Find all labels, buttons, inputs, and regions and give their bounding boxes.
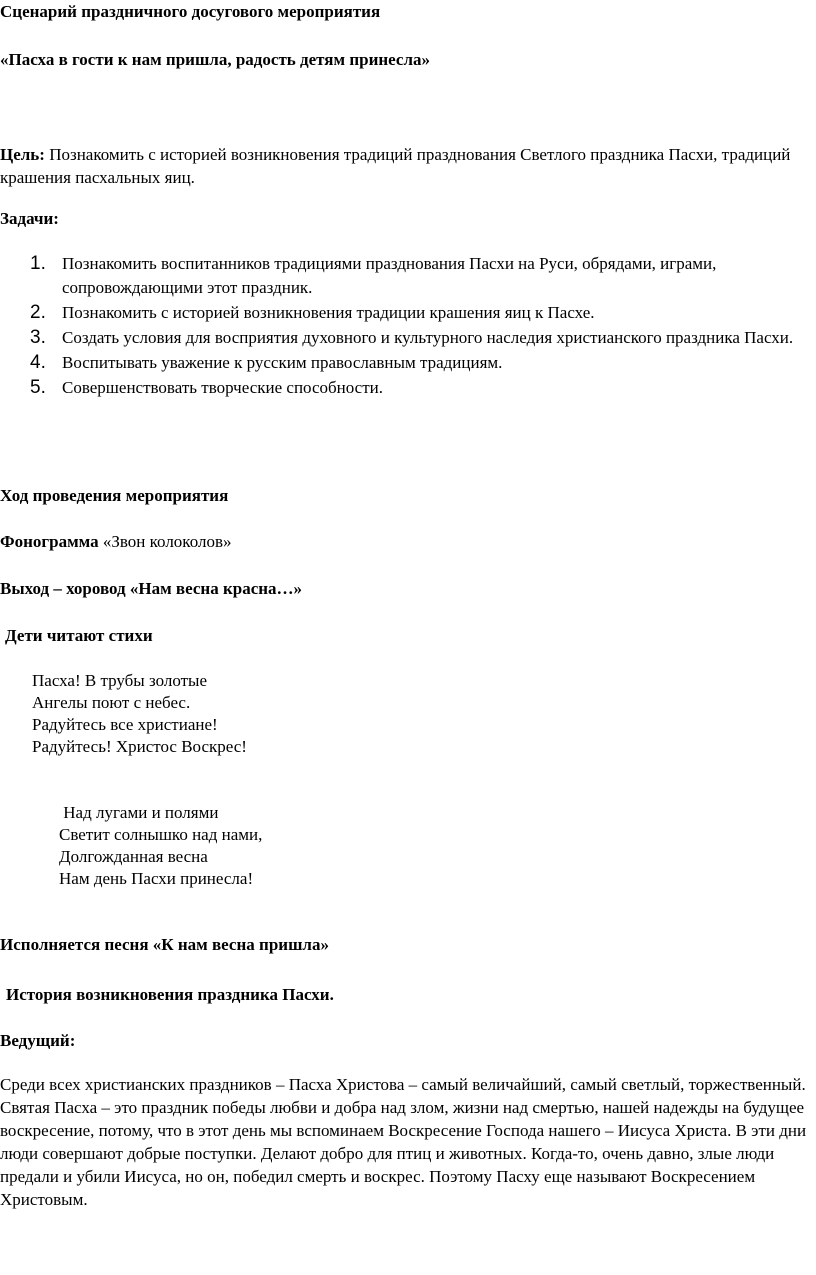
course-heading: Ход проведения мероприятия — [0, 486, 229, 505]
history-heading: История возникновения праздника Пасхи. — [6, 985, 334, 1004]
list-item — [0, 301, 816, 325]
list-item-text: Совершенствовать творческие способности. — [62, 378, 384, 397]
phonogram-text: «Звон колоколов» — [98, 532, 232, 551]
list-item — [0, 326, 816, 350]
tasks-list — [0, 252, 816, 401]
goal-text: Познакомить с историей возникновения традиций празднования Светлого праздника Пасхи, традиций крашения пасхальных яиц. — [0, 145, 791, 187]
list-item — [0, 351, 816, 375]
poem-line: Нам день Пасхи принесла! — [59, 869, 254, 888]
exit-line: Выход – хоровод «Нам весна красна…» — [0, 579, 303, 598]
poem-line: Над лугами и полями — [59, 803, 219, 822]
list-item — [0, 252, 816, 300]
tasks-heading: Задачи: — [0, 209, 59, 228]
children-read-heading: Дети читают стихи — [5, 626, 153, 645]
phonogram-line — [0, 531, 232, 553]
list-item-number: 2. — [30, 302, 46, 323]
list-item — [0, 376, 816, 400]
poem-stanza-2 — [59, 802, 262, 890]
poem-line: Радуйтесь все христиане! — [32, 715, 218, 734]
host-paragraph: Среди всех христианских праздников – Пасха Христова – самый величайший, самый светлый, торжественный. Святая Пасха – это праздник победы любви и добра над злом, жизни над смертью, нашей надежды на будущее воскресение, потому, что в этот день мы вспоминаем Воскресение Господа нашего – Иисуса Христа. В эти дни люди совершают добрые поступки. Делают добро для птиц и животных. Когда-то, очень давно, злые люди предали и убили Иисуса, но он, победил смерть и воскрес. Поэтому Пасху еще называют Воскресением Христовым. — [0, 1075, 807, 1209]
document-title: Сценарий праздничного досугового мероприятия — [0, 2, 381, 21]
document-subtitle: «Пасха в гости к нам пришла, радость детям принесла» — [0, 50, 431, 69]
list-item-number: 4. — [30, 352, 46, 373]
list-item-text: Познакомить воспитанников традициями празднования Пасхи на Руси, обрядами, играми, сопровождающими этот праздник. — [62, 254, 717, 297]
list-item-number: 3. — [30, 327, 46, 348]
goal-paragraph — [0, 143, 814, 189]
list-item-number: 5. — [30, 377, 46, 398]
phonogram-label: Фонограмма — [0, 532, 99, 551]
song-line: Исполняется песня «К нам весна пришла» — [0, 935, 329, 954]
list-item-text: Познакомить с историей возникновения традиции крашения яиц к Пасхе. — [62, 303, 595, 322]
goal-label: Цель: — [0, 145, 45, 164]
poem-line: Радуйтесь! Христос Воскрес! — [32, 737, 247, 756]
list-item-text: Создать условия для восприятия духовного и культурного наследия христианского праздника Пасхи. — [62, 328, 794, 347]
poem-stanza-1 — [32, 670, 247, 758]
poem-line: Светит солнышко над нами, — [59, 825, 263, 844]
poem-line: Ангелы поют с небес. — [32, 693, 191, 712]
list-item-text: Воспитывать уважение к русским православным традициям. — [62, 353, 503, 372]
poem-line: Долгожданная весна — [59, 847, 208, 866]
host-label: Ведущий: — [0, 1031, 76, 1050]
poem-line: Пасха! В трубы золотые — [32, 671, 208, 690]
list-item-number: 1. — [30, 253, 46, 274]
